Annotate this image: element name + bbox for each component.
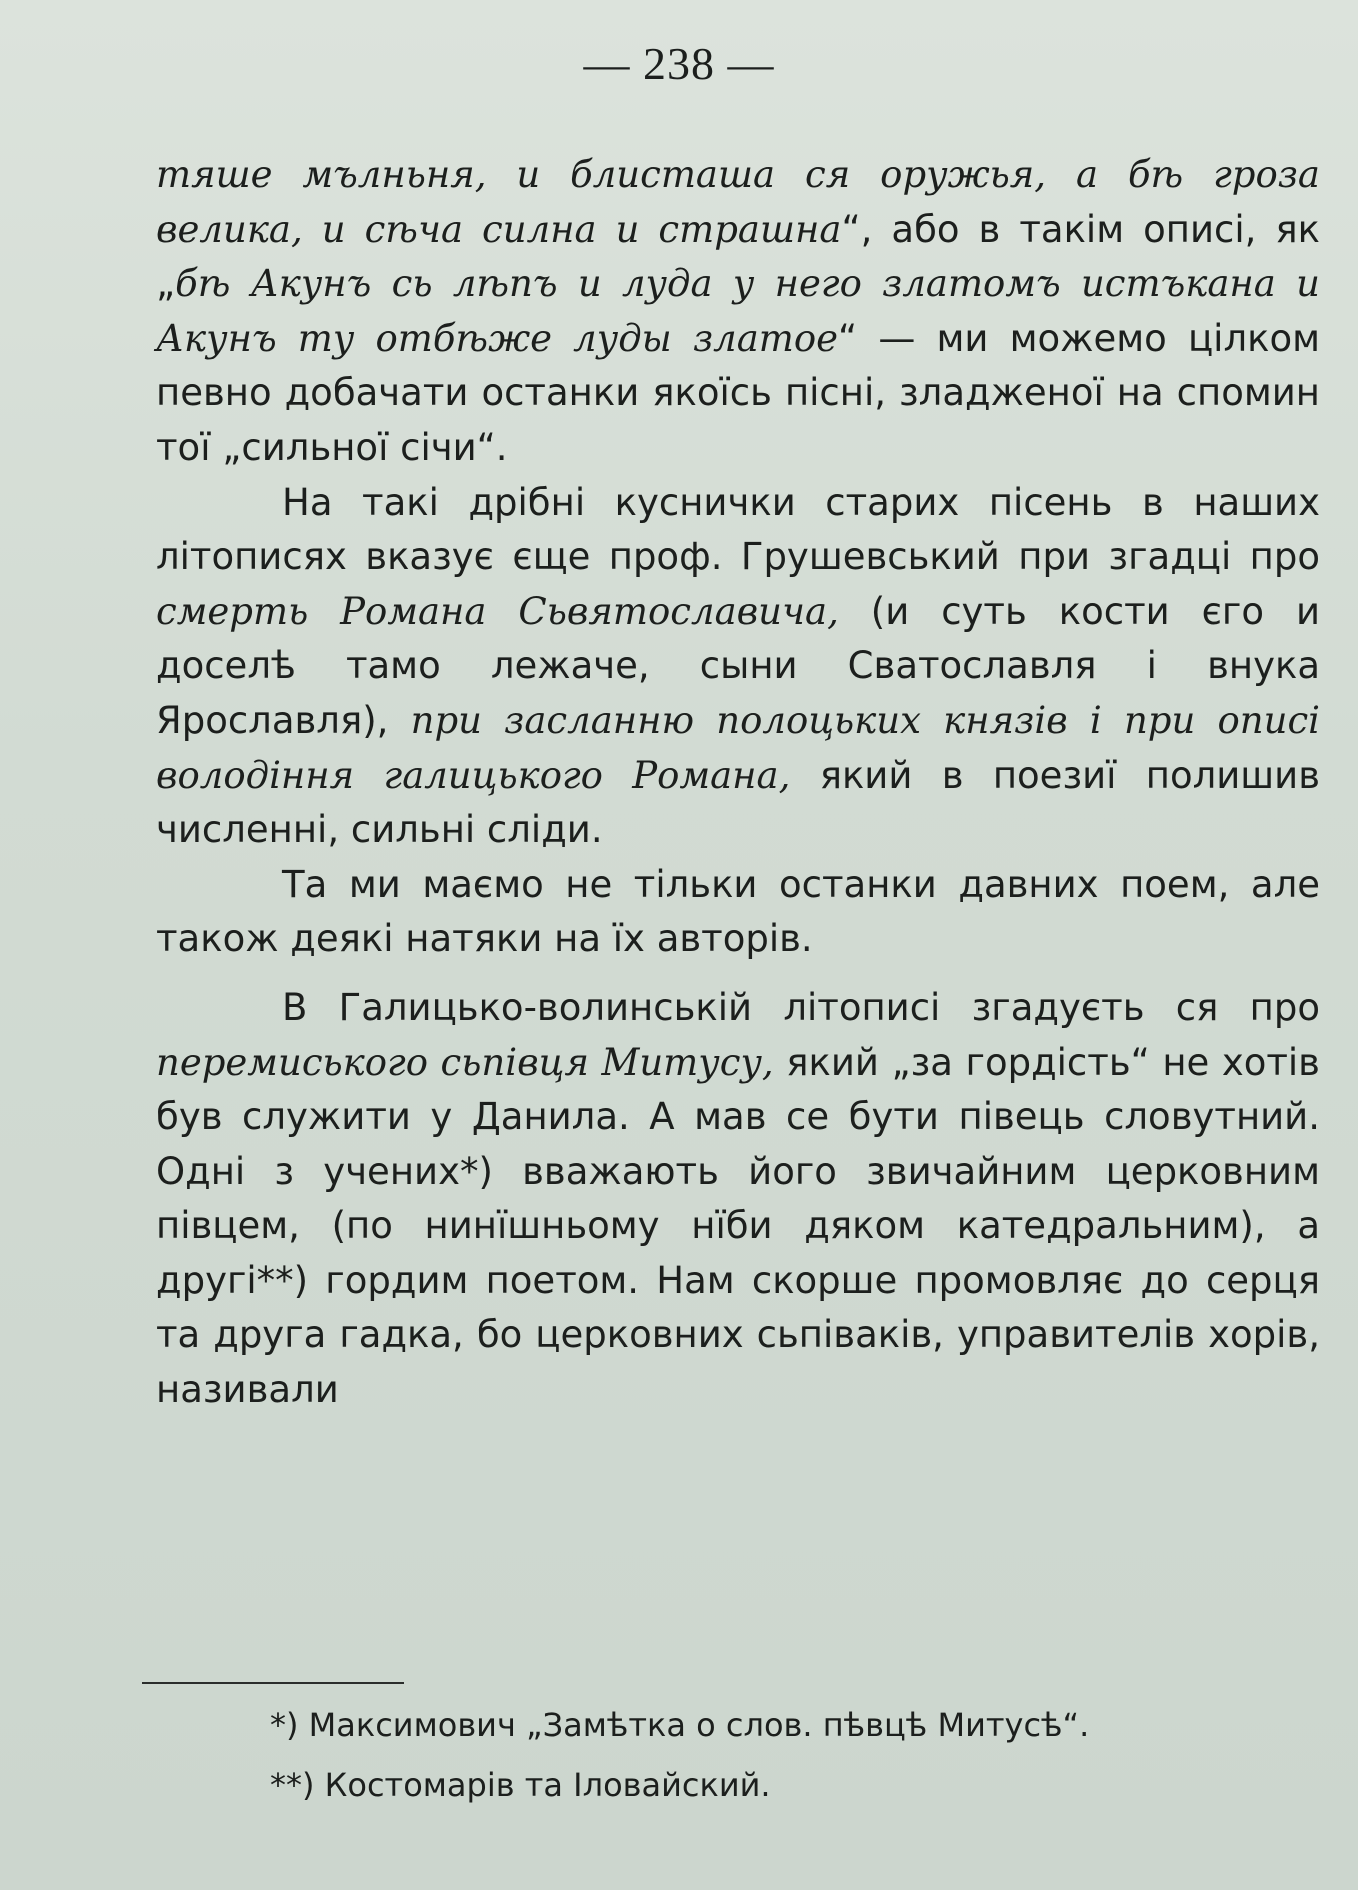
paragraph-2	[156, 476, 1320, 858]
footnote-divider	[142, 1682, 404, 1684]
text-run: В Галицько-волинській літописі згадуєть ся про	[282, 985, 1320, 1029]
body-text	[156, 148, 1320, 1418]
text-run: (и суть кости єго и доселѣ тамо лежаче, сыни Сватославля і внука Ярославля),	[156, 589, 1320, 742]
footnotes	[270, 1695, 1330, 1815]
text-run: На такі дрібні куснички старих пісень в наших літописях вказує єще проф. Грушевський при згадці про	[156, 480, 1320, 579]
text-run: перемиського сьпівця Митусу,	[156, 1040, 774, 1084]
text-run: “ — ми можемо цілком певно добачати останки якоїсь пісні, зладженої на спомин тої „сильної січи“.	[156, 316, 1320, 469]
paragraph-3	[156, 858, 1320, 967]
text-run: при засланню полоцьких князів і при описі володіння галицького Романа,	[156, 698, 1320, 797]
footnote-2: **) Костомарів та Іловайский.	[270, 1766, 771, 1804]
text-run: Та ми маємо не тільки останки давних поем, але також деякі натяки на їх авторів.	[156, 862, 1320, 961]
text-run: “, або в такім описі, як „	[156, 207, 1320, 306]
text-run: тяше мълньня, и блисташа ся оружья, а бѣ гроза велика, и сѣча силна и страшна	[156, 153, 1320, 251]
paragraph-1	[156, 148, 1320, 476]
page-number: — 238 —	[583, 38, 775, 89]
paragraph-4	[156, 981, 1320, 1418]
footnote-1: *) Максимович „Замѣтка о слов. пѣвцѣ Митусѣ“.	[270, 1706, 1090, 1744]
text-run: який в поезиї полишив численні, сильні сліди.	[156, 753, 1320, 852]
text-run: який „за гордість“ не хотів був служити у Данила. А мав се бути півець словутний. Одні з учених*) вважають його звичайним церковним півцем, (по нинїшньому нїби дяком катедральним), а другі**) гордим поетом. Нам скорше промовляє до серця та друга гадка, бо церковних сьпіваків, управителів хорів, називали	[156, 1040, 1320, 1412]
text-run: смерть Романа Сьвятославича,	[156, 589, 839, 633]
text-run: бѣ Акунъ сь лѣпъ и луда у него златомъ истъкана и Акунъ ту отбѣже луды златое	[156, 262, 1320, 360]
